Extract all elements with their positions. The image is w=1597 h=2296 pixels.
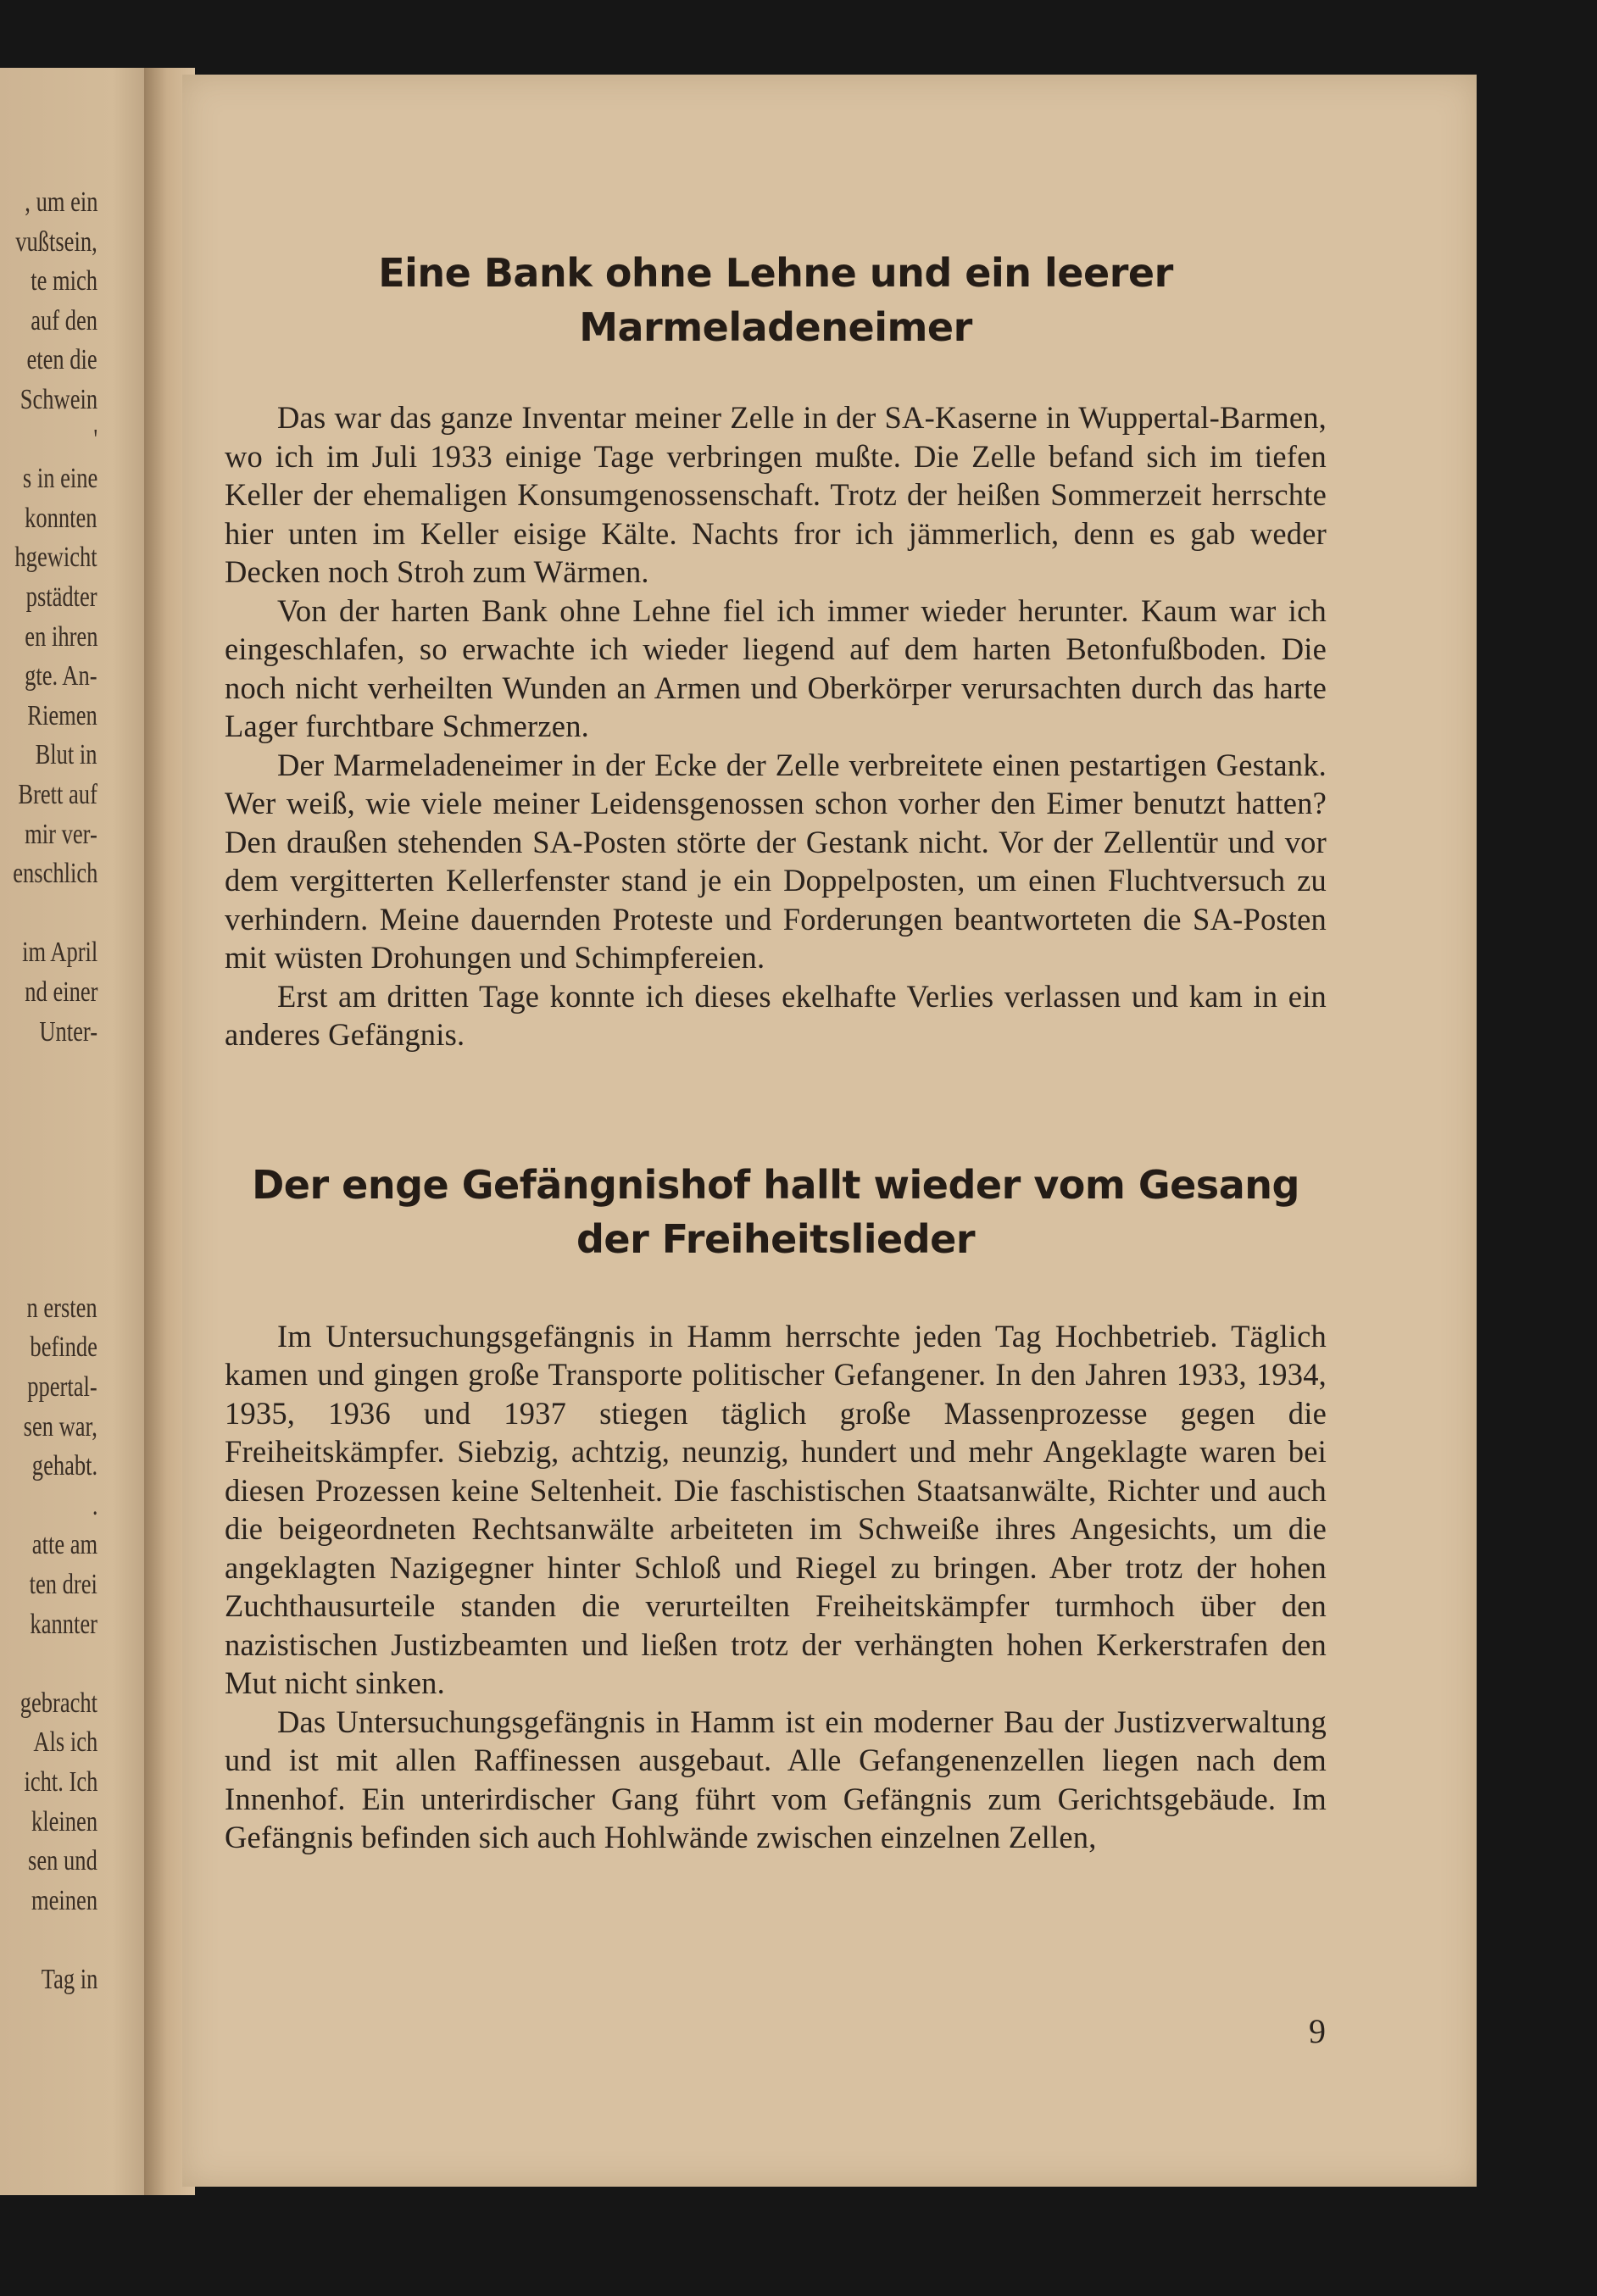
- facing-page-line: Riemen: [27, 699, 97, 731]
- facing-page-line: enschlich: [12, 858, 97, 890]
- facing-page-line: Unter-: [39, 1015, 97, 1048]
- facing-page-line: auf den: [31, 304, 97, 336]
- facing-page-line: en ihren: [24, 620, 97, 653]
- facing-page-line: vußtsein,: [15, 225, 97, 258]
- section-1-paragraph-4: Erst am dritten Tage konnte ich dieses ekelhafte Verlies verlassen und kam in ein anderes Gefängnis.: [225, 978, 1327, 1052]
- facing-page-line: icht. Ich: [24, 1766, 97, 1798]
- main-page: [182, 75, 1477, 2187]
- facing-page-line: im April: [21, 937, 97, 969]
- section-1-paragraph-2: Von der harten Bank ohne Lehne fiel ich immer wieder herunter. Kaum war ich eingeschlafen, so erwachte ich wieder liegend auf dem harten Betonfußboden. Die noch nicht verheilten Wunden an Armen und Oberkörper verursachten durch das harte Lager furchtbare Schmerzen.: [225, 592, 1327, 743]
- facing-page-line: Blut in: [36, 739, 97, 771]
- section-1-paragraph-1: Das war das ganze Inventar meiner Zelle in der SA-Kaserne in Wuppertal-Barmen, wo ich im Juli 1933 einige Tage verbringen mußte. Die Zelle befand sich im tiefen Keller der ehemaligen Konsumgenossenschaft. Trotz der heißen Sommerzeit herrschte hier unten im Keller eisige Kälte. Nachts fror ich jämmerlich, denn es gab weder Decken noch Stroh zum Wärmen.: [225, 400, 1327, 589]
- facing-page-line: nd einer: [24, 976, 97, 1008]
- facing-page-line: gebracht: [19, 1687, 97, 1719]
- facing-page-line: , um ein: [24, 186, 97, 218]
- section-title-1: Eine Bank ohne Lehne und ein leerer Marmeladeneimer: [378, 250, 1173, 350]
- facing-page-line: s in eine: [22, 463, 97, 495]
- facing-page-line: meinen: [31, 1884, 97, 1916]
- section-2-paragraph-1: Im Untersuchungsgefängnis in Hamm herrschte jeden Tag Hochbetrieb. Täglich kamen und gingen große Transporte politischer Gefangener. In den Jahren 1933, 1934, 1935, 1936 und 1937 stiegen täglich große Massenprozesse gegen die Freiheitskämpfer. Siebzig, achtzig, neunzig, hundert und mehr Angeklagte waren bei diesen Prozessen keine Seltenheit. Die faschistischen Staatsanwälte, Richter und auch die beigeordneten Rechtsanwälte arbeiteten im Schweiße ihres Angesichts, um die angeklagten Nazigegner hinter Schloß und Riegel zu bringen. Aber trotz der hohen Zuchthausurteile standen die verurteilten Freiheitskämpfer turmhoch über den nazistischen Justizbeamten und ließen trotz der verhängten hohen Kerkerstrafen den Mut nicht sinken.: [225, 1318, 1327, 1700]
- facing-page-line: .: [92, 1489, 97, 1521]
- facing-page-line: konnten: [25, 502, 97, 534]
- facing-page-line: eten die: [26, 344, 97, 376]
- facing-page-line: Als ich: [33, 1726, 97, 1759]
- section-2-paragraph-2: Das Untersuchungsgefängnis in Hamm ist ein moderner Bau der Justizverwaltung und ist mit allen Raffinessen ausgebaut. Alle Gefangenenzellen liegen nach dem Innenhof. Ein unterirdischer Gang führt vom Gefängnis zum Gerichtsgebäude. Im Gefängnis befinden sich auch Hohlwände zwischen einzelnen Zellen,: [225, 1704, 1327, 1854]
- facing-page-line: mir ver-: [25, 818, 97, 850]
- facing-page-line: te mich: [31, 265, 97, 297]
- facing-page-line: kleinen: [31, 1805, 97, 1837]
- facing-page-line: Schwein: [19, 384, 97, 415]
- facing-page-line: kannter: [30, 1608, 97, 1640]
- facing-page-line: hgewicht: [14, 542, 97, 574]
- section-1-paragraph-3: Der Marmeladeneimer in der Ecke der Zelle verbreitete einen pestartigen Gestank. Wer weiß, wie viele meiner Leidensgenossen schon vorher den Eimer benutzt hatten? Den draußen stehenden SA-Posten störte der Gestank nicht. Vor der Zellentür und vor dem vergitterten Kellerfenster stand je ein Doppelposten, um einen Fluchtversuch zu verhindern. Meine dauernden Proteste und Forderungen beantworteten die SA-Posten mit wüsten Drohungen und Schimpfereien.: [225, 747, 1327, 975]
- facing-page-line: sen und: [28, 1845, 97, 1877]
- facing-page-line: gehabt.: [31, 1450, 97, 1482]
- facing-page-line: Tag in: [41, 1964, 97, 1995]
- facing-page-line: befinde: [30, 1331, 97, 1364]
- facing-page-fragment: [0, 68, 161, 2195]
- facing-page-line: n ersten: [26, 1292, 97, 1324]
- facing-page-line: pstädter: [26, 581, 97, 613]
- facing-page-line: ppertal-: [27, 1371, 97, 1403]
- facing-page-line: ': [93, 423, 97, 455]
- facing-page-line: sen war,: [23, 1410, 97, 1443]
- facing-page-line: Brett auf: [18, 779, 97, 810]
- facing-page-line: atte am: [31, 1529, 97, 1561]
- page-content: [225, 168, 1327, 1857]
- facing-page-line: ten drei: [29, 1569, 97, 1600]
- page-number: 9: [1309, 2012, 1326, 2050]
- section-title-2: Der enge Gefängnishof hallt wieder vom Gesang der Freiheitslieder: [252, 1161, 1299, 1262]
- facing-page-line: gte. An-: [25, 660, 97, 692]
